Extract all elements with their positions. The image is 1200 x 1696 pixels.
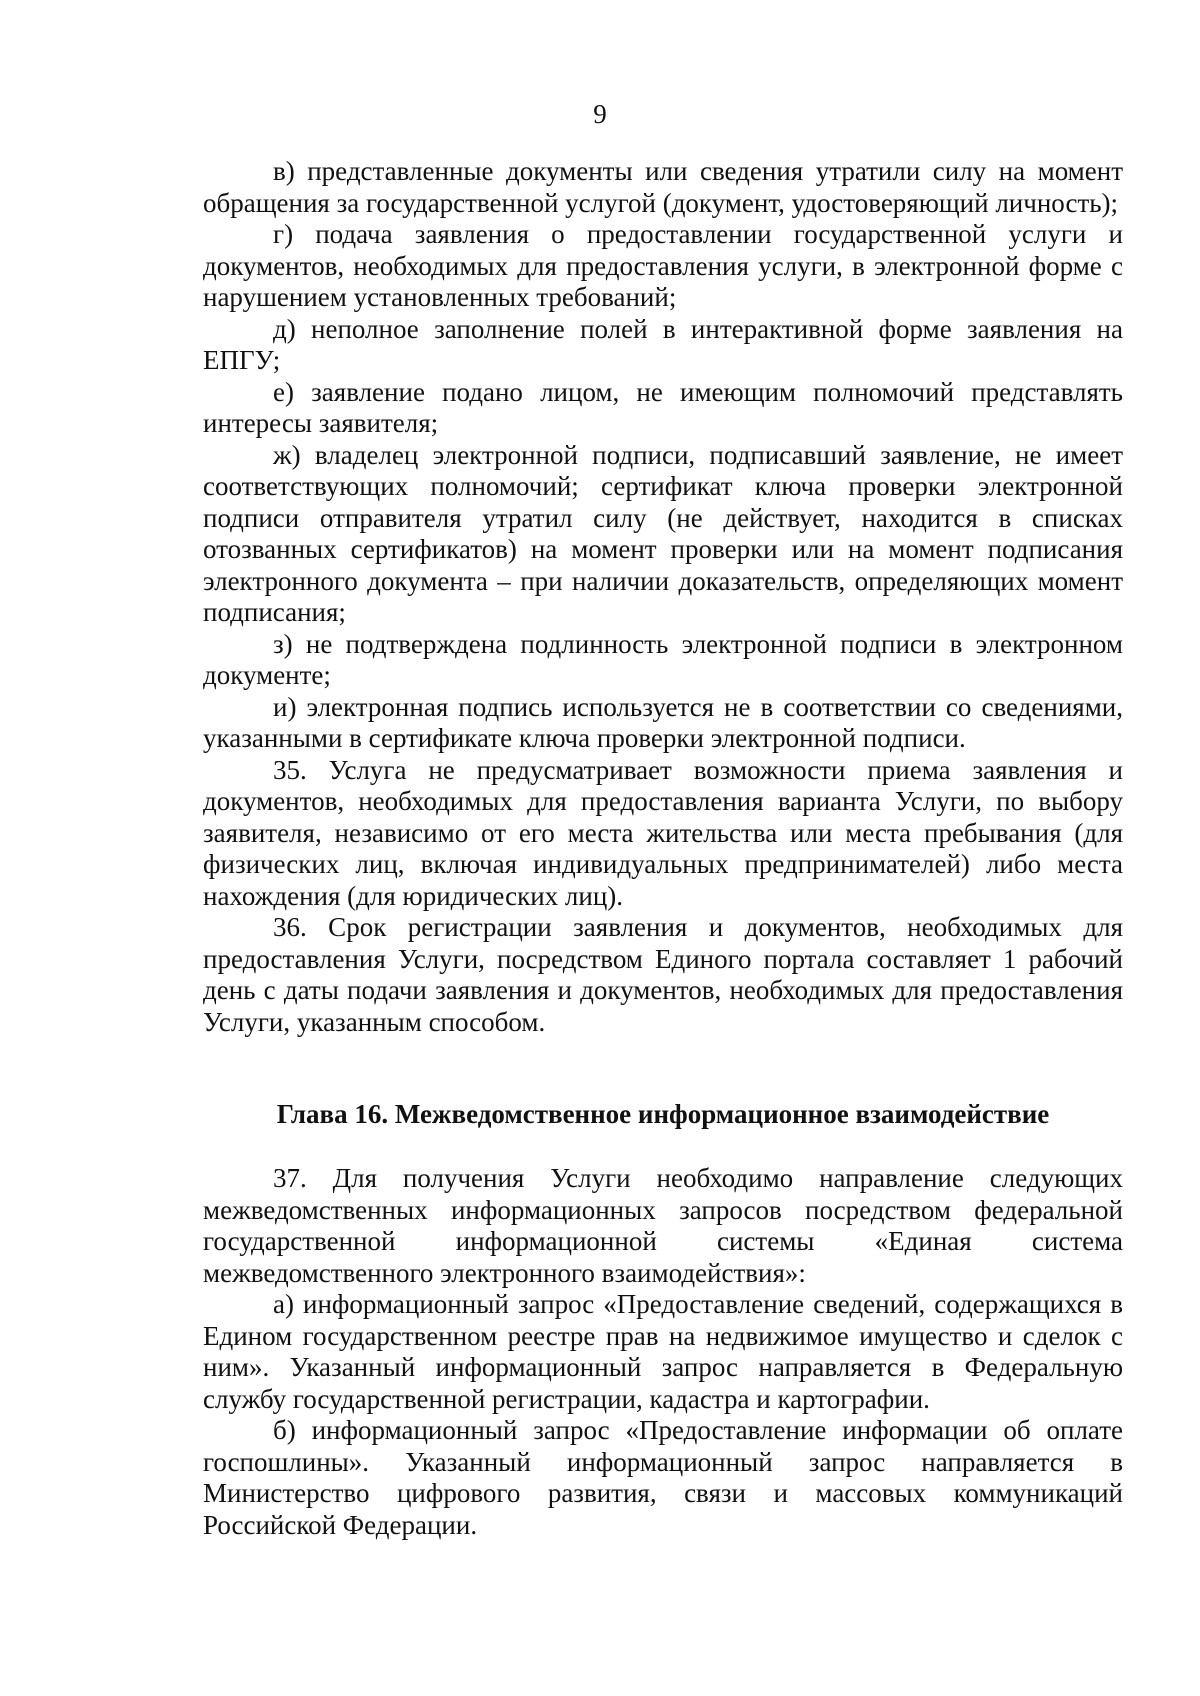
body-text-top <box>203 156 1123 1038</box>
paragraph-37-b: б) информационный запрос «Предоставление информации об оплате госпошлины». Указанный информационный запрос направляется в Министерство цифрового развития, связи и массовых коммуникаций Российской Федерации. <box>203 1415 1123 1540</box>
paragraph-37: 37. Для получения Услуги необходимо направление следующих межведомственных информационных запросов посредством федеральной государственной информационной системы «Единая система межведомственного электронного взаимодействия»: <box>203 1163 1123 1288</box>
paragraph-item-e: е) заявление подано лицом, не имеющим полномочий представлять интересы заявителя; <box>203 376 1123 438</box>
paragraph-item-zh: ж) владелец электронной подписи, подписавший заявление, не имеет соответствующих полномочий; сертификат ключа проверки электронной подписи отправителя утратил силу (не действует, находится в списках отозванных сертификатов) на момент проверки или на момент подписания электронного документа – при наличии доказательств, определяющих момент подписания; <box>203 439 1123 627</box>
paragraph-item-z: з) не подтверждена подлинность электронной подписи в электронном документе; <box>203 628 1123 690</box>
paragraph-item-i: и) электронная подпись используется не в соответствии со сведениями, указанными в сертификате ключа проверки электронной подписи. <box>203 691 1123 753</box>
paragraph-35: 35. Услуга не предусматривает возможности приема заявления и документов, необходимых для предоставления варианта Услуги, по выбору заявителя, независимо от его места жительства или места пребывания (для физических лиц, включая индивидуальных предпринимателей) либо места нахождения (для юридических лиц). <box>203 754 1123 911</box>
paragraph-item-v: в) представленные документы или сведения утратили силу на момент обращения за государственной услугой (документ, удостоверяющий личность); <box>203 156 1123 218</box>
paragraph-item-d: д) неполное заполнение полей в интерактивной форме заявления на ЕПГУ; <box>203 313 1123 375</box>
body-text-bottom <box>203 1163 1123 1541</box>
chapter-title: Глава 16. Межведомственное информационное взаимодействие <box>276 1099 1050 1129</box>
paragraph-item-g: г) подача заявления о предоставлении государственной услуги и документов, необходимых для предоставления услуги, в электронной форме с нарушением установленных требований; <box>203 219 1123 312</box>
page-number: 9 <box>593 99 607 129</box>
paragraph-36: 36. Срок регистрации заявления и документов, необходимых для предоставления Услуги, посредством Единого портала составляет 1 рабочий день с даты подачи заявления и документов, необходимых для предоставления Услуги, указанным способом. <box>203 912 1123 1037</box>
paragraph-37-a: а) информационный запрос «Предоставление сведений, содержащихся в Едином государственном реестре прав на недвижимое имущество и сделок с ним». Указанный информационный запрос направляется в Федеральную службу государственной регистрации, кадастра и картографии. <box>203 1289 1123 1414</box>
